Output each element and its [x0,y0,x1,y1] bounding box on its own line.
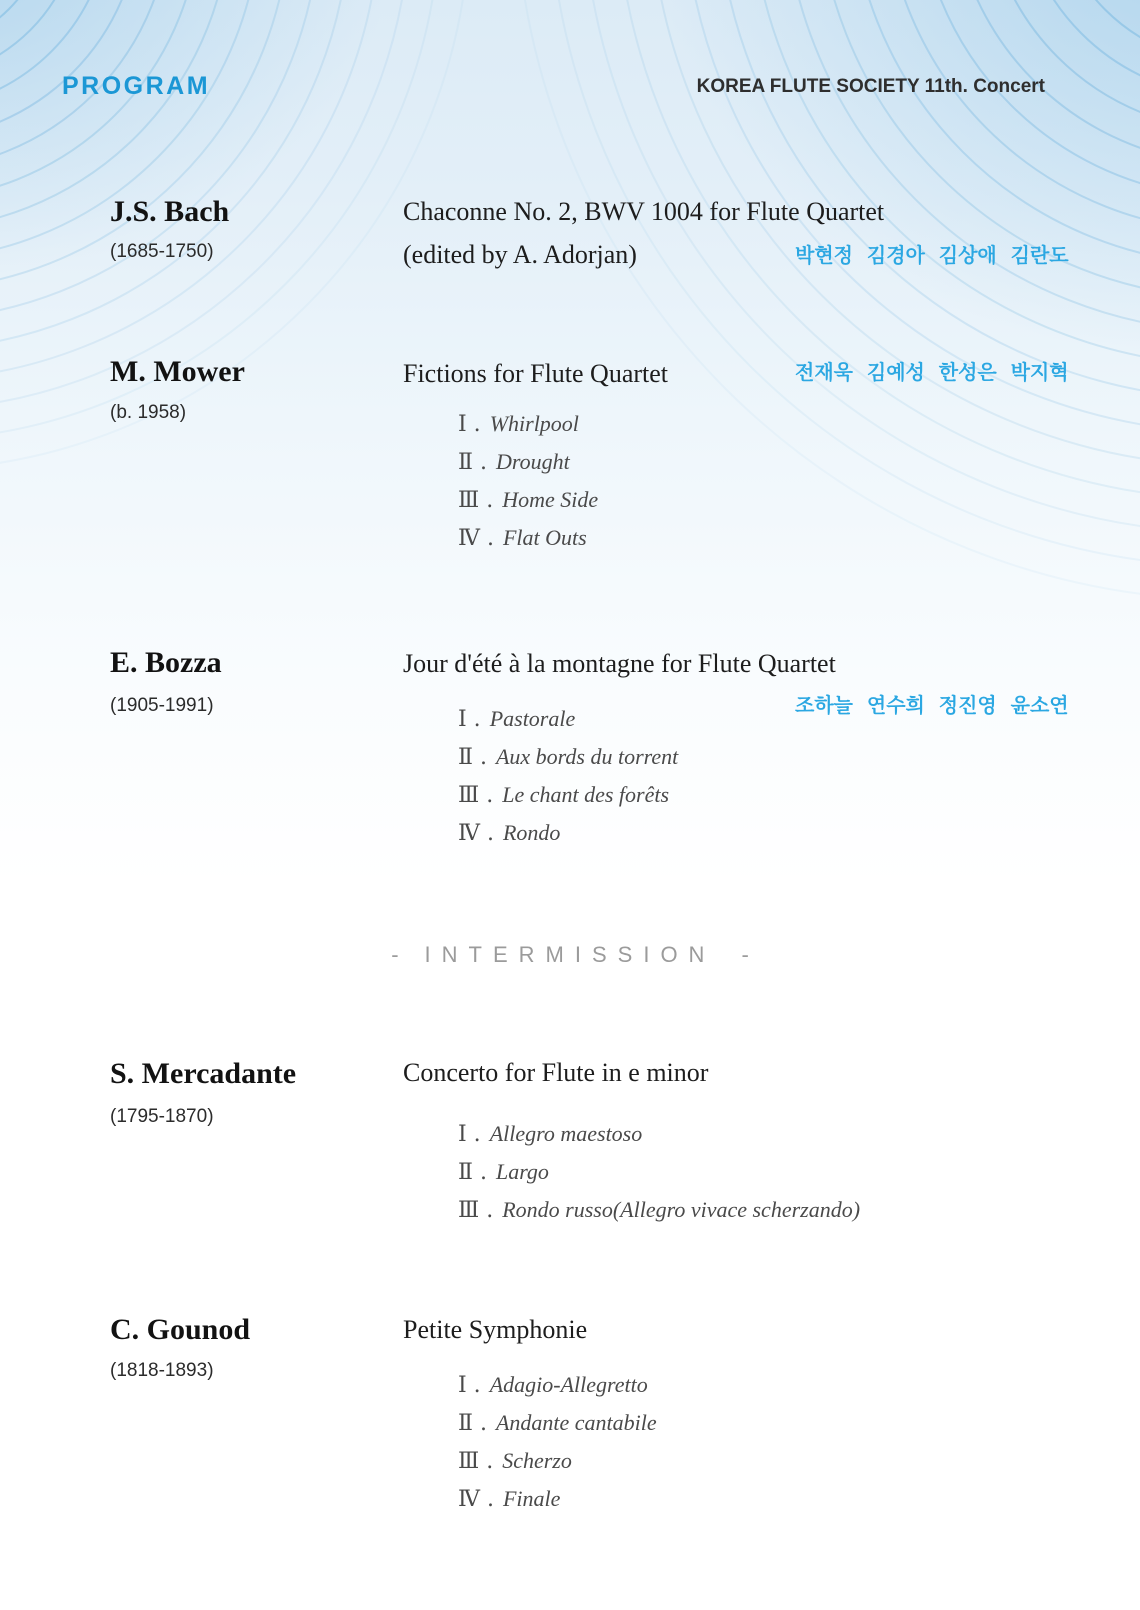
composer-name: M. Mower [110,355,245,388]
movement-name: Drought [495,449,570,474]
movement-numeral: Ⅱ . [458,1410,487,1436]
movement-row [458,700,678,738]
movement-numeral: Ⅱ . [458,744,487,770]
composer-dates: (1818-1893) [110,1360,214,1381]
intermission-right-dash: - [741,942,749,967]
composer-name: E. Bozza [110,646,222,679]
movement-numeral: Ⅲ . [458,782,494,808]
work-title: Jour d'été à la montagne for Flute Quartet [403,649,836,678]
concert-title: KOREA FLUTE SOCIETY 11th. Concert [696,76,1045,97]
movement-name: Andante cantabile [495,1410,657,1435]
composer-name: S. Mercadante [110,1057,297,1090]
movement-name: Le chant des forêts [502,782,670,807]
movement-numeral: Ⅰ . [458,1121,481,1147]
movement-name: Finale [502,1486,561,1511]
movement-name: Home Side [502,487,599,512]
movement-row [458,1480,657,1518]
movement-name: Aux bords du torrent [495,744,679,769]
movement-name: Largo [495,1159,549,1184]
movement-row [458,1191,860,1229]
composer-name: J.S. Bach [110,195,230,228]
movement-name: Pastorale [489,706,576,731]
movement-numeral: Ⅲ . [458,487,494,513]
work-subtitle: (edited by A. Adorjan) [403,240,637,269]
work-title: Chaconne No. 2, BWV 1004 for Flute Quartet [403,197,885,226]
movement-name: Rondo [502,820,561,845]
performers-list: 전재욱 김예성 한성은 박지혁 [795,360,1069,384]
composer-name: C. Gounod [110,1313,251,1346]
movement-numeral: Ⅲ . [458,1448,494,1474]
movement-name: Adagio-Allegretto [489,1372,648,1397]
intermission-label: - INTERMISSION - [391,942,749,967]
movement-row [458,776,678,814]
movement-numeral: Ⅱ . [458,1159,487,1185]
composer-dates: (1795-1870) [110,1106,214,1127]
movement-name: Scherzo [502,1448,572,1473]
movement-row [458,481,598,519]
movement-name: Rondo russo(Allegro vivace scherzando) [502,1197,861,1222]
movement-row [458,443,598,481]
composer-dates: (1905-1991) [110,695,214,716]
program-label: PROGRAM [62,72,211,100]
work-title: Petite Symphonie [403,1315,588,1344]
movement-name: Allegro maestoso [489,1121,643,1146]
movement-row [458,1115,860,1153]
movement-numeral: Ⅳ . [458,1486,494,1512]
movement-list [458,700,678,852]
movement-row [458,814,678,852]
work-title: Fictions for Flute Quartet [403,359,669,388]
movement-row [458,1404,657,1442]
movement-row [458,1366,657,1404]
movement-list [458,1366,657,1518]
intermission-left-dash: - [391,942,399,967]
movement-row [458,1153,860,1191]
movement-name: Whirlpool [489,411,579,436]
movement-numeral: Ⅱ . [458,449,487,475]
movement-name: Flat Outs [502,525,587,550]
movement-row [458,405,598,443]
movement-numeral: Ⅲ . [458,1197,494,1223]
performers-list: 박현정 김경아 김상애 김란도 [795,243,1069,267]
composer-dates: (1685-1750) [110,241,214,262]
movement-numeral: Ⅰ . [458,1372,481,1398]
movement-row [458,519,598,557]
movement-list [458,1115,860,1229]
movement-numeral: Ⅳ . [458,525,494,551]
movement-list [458,405,598,557]
movement-numeral: Ⅳ . [458,820,494,846]
movement-row [458,738,678,776]
work-title: Concerto for Flute in e minor [403,1058,709,1087]
movement-numeral: Ⅰ . [458,411,481,437]
movement-row [458,1442,657,1480]
movement-numeral: Ⅰ . [458,706,481,732]
composer-dates: (b. 1958) [110,402,187,423]
performers-list: 조하늘 연수희 정진영 윤소연 [795,693,1069,717]
